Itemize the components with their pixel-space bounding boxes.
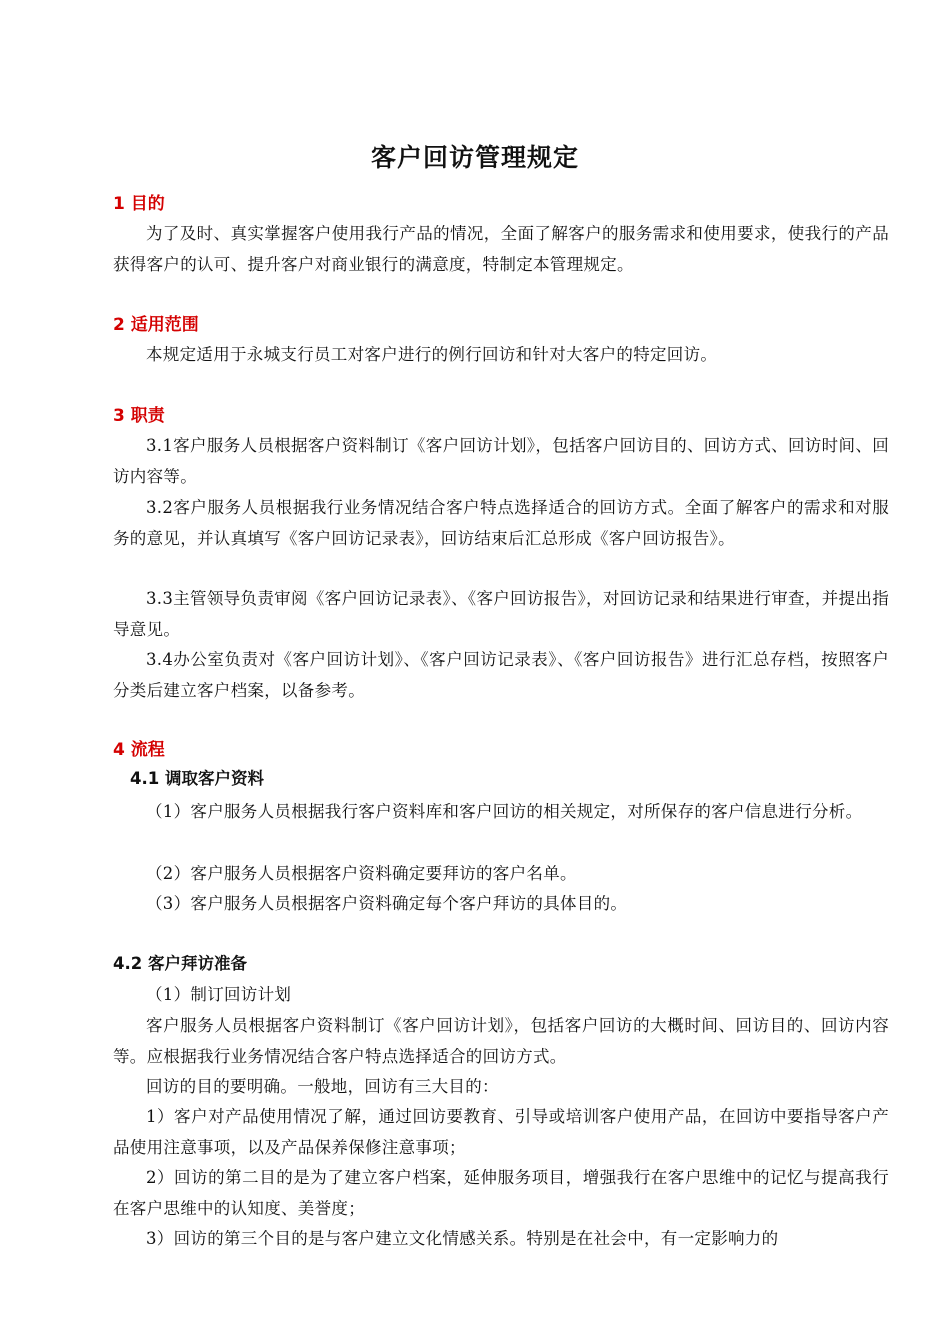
- paragraph-duty-3-2: 3.2客户服务人员根据我行业务情况结合客户特点选择适合的回访方式。全面了解客户的需求和对服务的意见，并认真填写《客户回访记录表》，回访结束后汇总形成《客户回访报告》。: [113, 498, 889, 548]
- paragraph-scope: 本规定适用于永城支行员工对客户进行的例行回访和针对大客户的特定回访。: [146, 345, 718, 364]
- document-title: 客户回访管理规定: [370, 143, 579, 172]
- paragraph-4-2-plan: 客户服务人员根据客户资料制订《客户回访计划》，包括客户回访的大概时间、回访目的、回访内容等。应根据我行业务情况结合客户特点选择适合的回访方式。: [113, 1016, 889, 1066]
- paragraph-4-1-item-2: （2）客户服务人员根据客户资料确定要拜访的客户名单。: [146, 864, 577, 883]
- paragraph-4-1-item-1: （1）客户服务人员根据我行客户资料库和客户回访的相关规定，对所保存的客户信息进行分析。: [146, 802, 863, 821]
- paragraph-duty-3-4: 3.4办公室负责对《客户回访计划》、《客户回访记录表》、《客户回访报告》进行汇总存档，按照客户分类后建立客户档案，以备参考。: [113, 650, 889, 700]
- paragraph-duty-3-3: 3.3主管领导负责审阅《客户回访记录表》、《客户回访报告》，对回访记录和结果进行审查，并提出指导意见。: [113, 589, 889, 639]
- section-heading-process: 4 流程: [113, 740, 165, 760]
- paragraph-4-1-item-3: （3）客户服务人员根据客户资料确定每个客户拜访的具体目的。: [146, 894, 628, 913]
- section-heading-scope: 2 适用范围: [113, 315, 199, 335]
- section-heading-purpose: 1 目的: [113, 194, 165, 214]
- paragraph-4-2-purpose-intro: 回访的目的要明确。一般地，回访有三大目的：: [146, 1077, 499, 1096]
- subsection-heading-4-2: 4.2 客户拜访准备: [113, 954, 247, 973]
- section-heading-duties: 3 职责: [113, 406, 165, 426]
- paragraph-4-2-purpose-3: 3）回访的第三个目的是与客户建立文化情感关系。特别是在社会中，有一定影响力的: [146, 1229, 779, 1248]
- paragraph-duty-3-1: 3.1客户服务人员根据客户资料制订《客户回访计划》，包括客户回访目的、回访方式、回访时间、回访内容等。: [113, 436, 889, 486]
- subsection-heading-4-1: 4.1 调取客户资料: [130, 769, 264, 788]
- paragraph-4-2-purpose-1: 1）客户对产品使用情况了解，通过回访要教育、引导或培训客户使用产品，在回访中要指导客户产品使用注意事项，以及产品保养保修注意事项；: [113, 1107, 889, 1157]
- paragraph-purpose: 为了及时、真实掌握客户使用我行产品的情况，全面了解客户的服务需求和使用要求，使我行的产品获得客户的认可、提升客户对商业银行的满意度，特制定本管理规定。: [113, 224, 889, 274]
- paragraph-4-2-purpose-2: 2）回访的第二目的是为了建立客户档案，延伸服务项目，增强我行在客户思维中的记忆与提高我行在客户思维中的认知度、美誉度；: [113, 1168, 889, 1218]
- paragraph-4-2-item-1: （1）制订回访计划: [146, 985, 292, 1004]
